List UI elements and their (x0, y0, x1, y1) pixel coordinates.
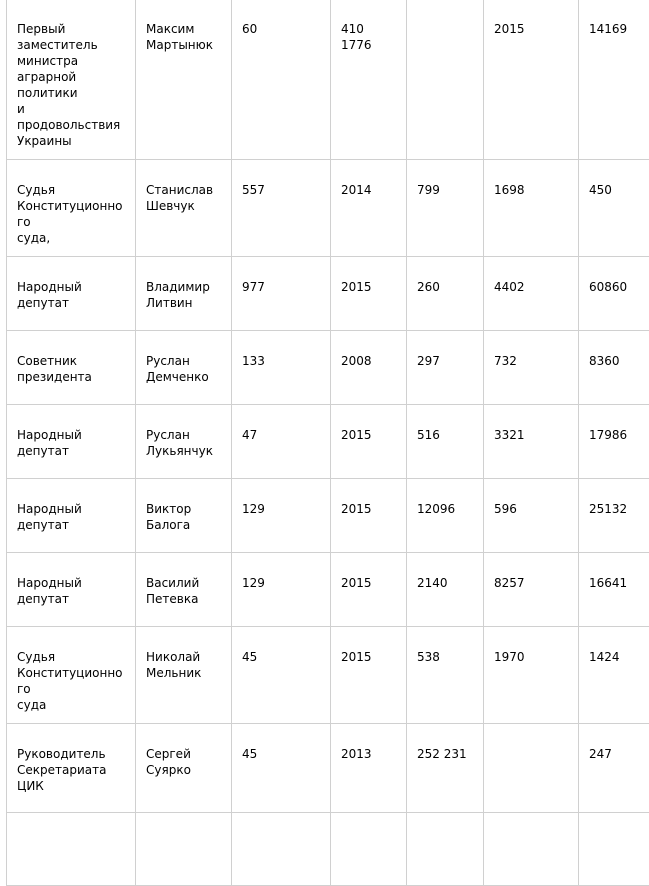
name-cell: Василий Петевка (136, 553, 232, 627)
empty-cell (407, 813, 484, 886)
value-cell: 60 (232, 0, 331, 160)
name-cell: Максим Мартынюк (136, 0, 232, 160)
name-cell: Руслан Демченко (136, 331, 232, 405)
value-cell (407, 0, 484, 160)
position-cell: Народный депутат (7, 553, 136, 627)
name-cell: Виктор Балога (136, 479, 232, 553)
value-cell: 410 1776 (331, 0, 407, 160)
value-cell: 799 (407, 160, 484, 257)
position-cell: Советник президента (7, 331, 136, 405)
table-row (7, 331, 649, 405)
position-cell: Народный депутат (7, 479, 136, 553)
table-row (7, 160, 649, 257)
value-cell: 516 (407, 405, 484, 479)
value-cell: 2014 (331, 160, 407, 257)
table-row (7, 813, 649, 886)
table-row (7, 479, 649, 553)
value-cell: 14169 (579, 0, 649, 160)
value-cell: 2015 (331, 553, 407, 627)
value-cell: 4402 (484, 257, 579, 331)
value-cell: 2008 (331, 331, 407, 405)
position-cell: Народный депутат (7, 405, 136, 479)
position-cell: Судья Конституционного суда (7, 627, 136, 724)
table-row (7, 405, 649, 479)
value-cell: 260 (407, 257, 484, 331)
name-cell: Николай Мельник (136, 627, 232, 724)
table-row (7, 0, 649, 160)
value-cell: 129 (232, 479, 331, 553)
position-cell: Руководитель Секретариата ЦИК (7, 724, 136, 813)
value-cell: 17986 (579, 405, 649, 479)
value-cell: 1424 (579, 627, 649, 724)
position-cell: Судья Конституционного суда, (7, 160, 136, 257)
value-cell: 45 (232, 724, 331, 813)
value-cell: 133 (232, 331, 331, 405)
value-cell: 2015 (484, 0, 579, 160)
value-cell: 12096 (407, 479, 484, 553)
value-cell: 47 (232, 405, 331, 479)
value-cell: 16641 (579, 553, 649, 627)
value-cell: 1698 (484, 160, 579, 257)
empty-cell (232, 813, 331, 886)
value-cell: 1970 (484, 627, 579, 724)
value-cell: 732 (484, 331, 579, 405)
value-cell: 247 (579, 724, 649, 813)
empty-cell (331, 813, 407, 886)
position-cell: Первый заместитель министра аграрной политики и продовольствия Украины (7, 0, 136, 160)
declarations-table-container (6, 0, 649, 886)
value-cell: 538 (407, 627, 484, 724)
value-cell: 297 (407, 331, 484, 405)
name-cell: Сергей Суярко (136, 724, 232, 813)
table-row (7, 724, 649, 813)
value-cell: 2140 (407, 553, 484, 627)
value-cell (484, 724, 579, 813)
value-cell: 129 (232, 553, 331, 627)
declarations-table (6, 0, 649, 886)
value-cell: 60860 (579, 257, 649, 331)
value-cell: 8257 (484, 553, 579, 627)
table-row (7, 627, 649, 724)
value-cell: 3321 (484, 405, 579, 479)
value-cell: 2013 (331, 724, 407, 813)
table-row (7, 257, 649, 331)
empty-cell (7, 813, 136, 886)
name-cell: Станислав Шевчук (136, 160, 232, 257)
value-cell: 2015 (331, 479, 407, 553)
name-cell: Владимир Литвин (136, 257, 232, 331)
name-cell: Руслан Лукьянчук (136, 405, 232, 479)
value-cell: 45 (232, 627, 331, 724)
value-cell: 8360 (579, 331, 649, 405)
value-cell: 252 231 (407, 724, 484, 813)
value-cell: 977 (232, 257, 331, 331)
empty-cell (579, 813, 649, 886)
empty-cell (136, 813, 232, 886)
value-cell: 596 (484, 479, 579, 553)
empty-cell (484, 813, 579, 886)
value-cell: 450 (579, 160, 649, 257)
value-cell: 2015 (331, 405, 407, 479)
value-cell: 2015 (331, 627, 407, 724)
value-cell: 557 (232, 160, 331, 257)
position-cell: Народный депутат (7, 257, 136, 331)
value-cell: 25132 (579, 479, 649, 553)
value-cell: 2015 (331, 257, 407, 331)
table-row (7, 553, 649, 627)
